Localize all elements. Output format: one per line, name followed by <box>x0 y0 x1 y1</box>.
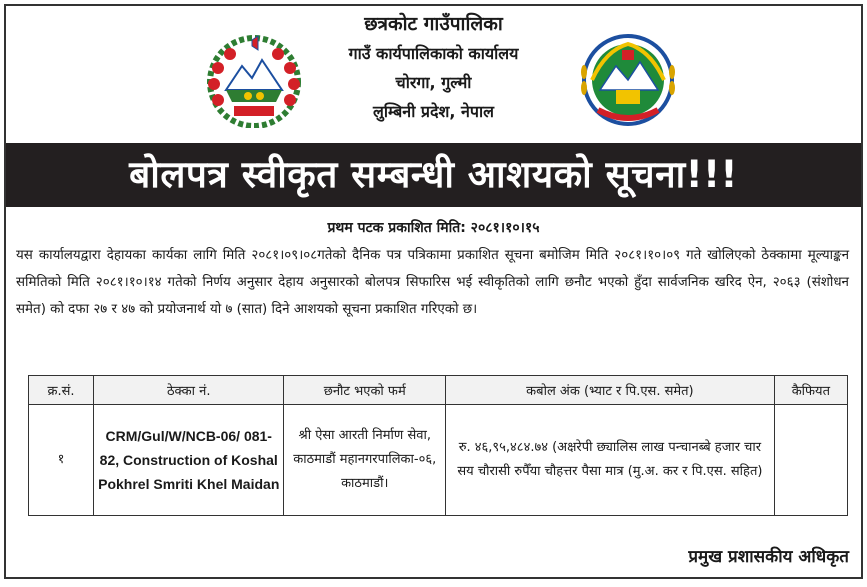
cell-contract: CRM/Gul/W/NCB-06/ 081-82, Construction of Koshal Pokhrel Smriti Khel Maidan <box>94 405 284 516</box>
notice-body: यस कार्यालयद्वारा देहायका कार्यका लागि मिति २०८१।०९।०८गतेको दैनिक पत्र पत्रिकामा प्रकाशित सूचना बमोजिम मिति २०८१।१०।०९ गते खोलिएको ठेक्कामा मूल्याङ्कन समितिको मिति २०८१।१०।१४ गतेको निर्णय अनुसार देहाय अनुसारको बोलपत्र सिफारिस भई स्वीकृतिको लागि छनौट भएको हुँदा सार्वजनिक खरिद ऐन, २०६३ (संशोधन समेत) को दफा २७ र ४७ को प्रयोजनार्थ यो ७ (सात) दिने आशयको सूचना प्रकाशित गरिएको छ। <box>16 248 849 317</box>
cell-amount: रु. ४६,९५,४८४.७४ (अक्षरेपी छ्यालिस लाख पन्चानब्बे हजार चार सय चौरासी रुपैँया चौहत्तर पैसा मात्र (मु.अ. कर र पि.एस. सहित) <box>446 405 775 516</box>
notice-document <box>4 4 863 579</box>
col-header-amount: कबोल अंक (भ्याट र पि.एस. समेत) <box>446 376 775 405</box>
province-country: लुम्बिनी प्रदेश, नेपाल <box>372 102 494 121</box>
cell-serial: १ <box>29 405 94 516</box>
col-header-serial: क्र.सं. <box>29 376 94 405</box>
col-header-contract: ठेक्का नं. <box>94 376 284 405</box>
cell-firm: श्री ऐसा आरती निर्माण सेवा, काठमाडौं महानगरपालिका-०६, काठमाडौं। <box>284 405 446 516</box>
office-location: चोरगा, गुल्मी <box>395 73 472 92</box>
municipality-logo-icon <box>576 30 680 130</box>
table-header-row <box>29 376 848 405</box>
table-row <box>29 405 848 516</box>
letterhead <box>6 6 861 136</box>
col-header-firm: छनौट भएको फर्म <box>284 376 446 405</box>
office-name: गाउँ कार्यपालिकाको कार्यालय <box>348 44 519 63</box>
notice-title-banner: बोलपत्र स्वीकृत सम्बन्धी आशयको सूचना!!! <box>6 143 861 207</box>
organization-header <box>6 10 861 126</box>
signatory-title: प्रमुख प्रशासकीय अधिकृत <box>688 547 849 567</box>
col-header-remarks: कैफियत <box>774 376 847 405</box>
bid-award-table <box>28 375 848 516</box>
published-date: प्रथम पटक प्रकाशित मिति: २०८१।१०।१५ <box>327 220 540 236</box>
municipality-name: छत्रकोट गाउँपालिका <box>364 13 503 35</box>
cell-remarks <box>774 405 847 516</box>
